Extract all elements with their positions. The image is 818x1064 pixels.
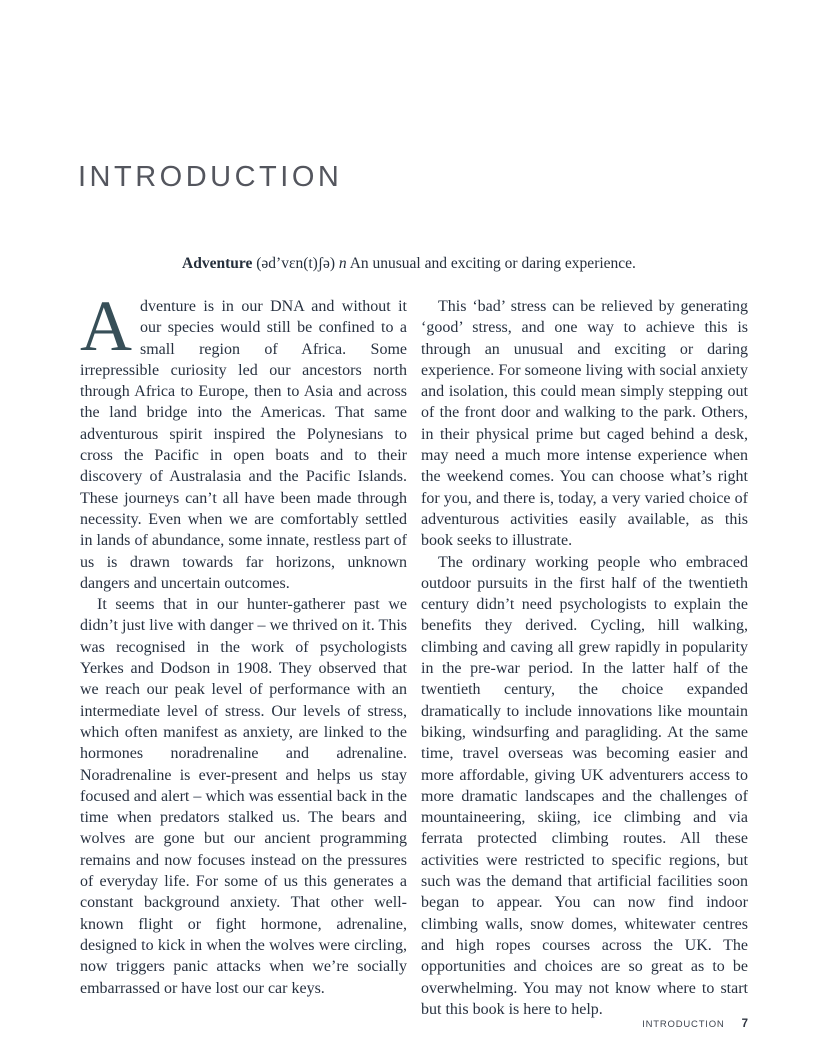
paragraph-bad-stress: This ‘bad’ stress can be relieved by generating ‘good’ stress, and one way to achieve this is through an unusual and exciting or daring experience. For someone living with social anxiety and isolation, this could mean simply stepping out of the front door and walking to the park. Others, in their physical prime but caged behind a desk, may need a much more intense experience when the weekend comes. You can choose what’s right for you, and there is, today, a very varied choice of adventurous activities easily available, as this book seeks to illustrate. [421, 298, 748, 550]
definition-part-of-speech: n [338, 255, 347, 272]
right-column [421, 296, 748, 1020]
paragraph-ordinary-people: The ordinary working people who embraced outdoor pursuits in the first half of the twentieth century didn’t need psychologists to explain the benefits they derived. Cycling, hill walking, climbing and caving all grew rapidly in popularity in the pre-war period. In the latter half of the twentieth century, the choice expanded dramatically to include innovations like mountain biking, windsurfing and paragliding. At the same time, travel overseas was becoming easier and more affordable, giving UK adventurers access to more dramatic landscapes and the challenges of mountaineering, skiing, ice climbing and via ferrata protected climbing routes. All these activities were restricted to specific regions, but such was the demand that artificial facilities soon began to appear. You can now find indoor climbing walls, snow domes, whitewater centres and high ropes courses across the UK. The opportunities and choices are so great as to be overwhelming. You may not know where to start but this book is here to help. [421, 553, 748, 1018]
drop-cap: A [80, 286, 132, 366]
definition-phonetic: (əd’vɛn(t)ʃə) [256, 255, 336, 272]
paragraph-hunter-gatherer: It seems that in our hunter-gatherer past we didn’t just live with danger – we thrived on it. This was recognised in the work of psychologists Yerkes and Dodson in 1908. They observed that we reach our peak level of performance with an intermediate level of stress. Our levels of stress, which often manifest as anxiety, are linked to the hormones noradrenaline and adrenaline. Noradrenaline is ever-present and helps us stay focused and alert – which was essential back in the time when predators stalked us. The bears and wolves are gone but our ancient programming remains and now focuses instead on the pressures of everyday life. For some of us this generates a constant background anxiety. That other well-known flight or fight hormone, adrenaline, designed to kick in when the wolves were circling, now triggers panic attacks when we’re socially embarrassed or have lost our car keys. [80, 596, 407, 997]
page-footer [642, 1018, 748, 1030]
definition-line [0, 255, 818, 273]
left-column [80, 286, 407, 1020]
definition-term: Adventure [182, 255, 253, 272]
page-title: INTRODUCTION [78, 161, 343, 193]
running-footer-title: INTRODUCTION [642, 1019, 725, 1030]
definition-text: An unusual and exciting or daring experience. [349, 255, 636, 272]
paragraph-adventure-dna-text: dventure is in our DNA and without it our species would still be confined to a small region of Africa. Some irrepressible curiosity led our ancestors north through Africa to Europe, then to Asia and across the land bridge into the Americas. That same adventurous spirit inspired the Polynesians to cross the Pacific in open boats and to their discovery of Australasia and the Pacific Islands. These journeys can’t all have been made through necessity. Even when we are comfortably settled in lands of abundance, some innate, restless part of us is drawn towards far horizons, unknown dangers and uncertain outcomes. [80, 298, 407, 592]
text-columns [80, 286, 748, 1020]
page-number: 7 [741, 1018, 748, 1030]
paragraph-adventure-dna [80, 286, 407, 594]
